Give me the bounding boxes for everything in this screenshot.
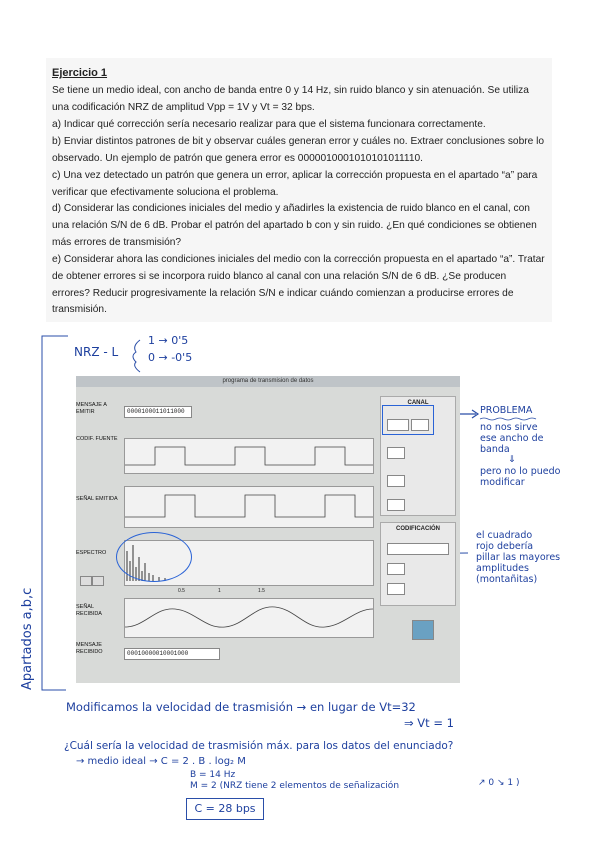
received-message-field: 00010000010001000: [124, 648, 220, 660]
result-box: C = 28 bps: [186, 798, 264, 820]
delay-input[interactable]: [387, 499, 405, 511]
nrz-label: NRZ - L: [74, 345, 119, 359]
coding-panel: [380, 522, 456, 606]
side-label: Apartados a,b,c: [20, 587, 35, 690]
exercise-statement: [46, 58, 552, 322]
scroll-left-button[interactable]: [80, 576, 92, 586]
m-note: M = 2 (NRZ tiene 2 elementos de señalización: [190, 781, 400, 791]
tick-label: 1: [218, 588, 221, 594]
exercise-part-a: a) Indicar qué corrección sería necesario realizar para que el sistema funcionara correctamente.: [52, 119, 486, 130]
noise-input[interactable]: [387, 447, 405, 459]
vt-result: ⇒ Vt = 1: [404, 716, 454, 730]
row-message-received: [76, 640, 374, 664]
cuadrado-note: rojo debería: [476, 541, 534, 552]
problema-line: banda: [480, 444, 510, 455]
received-signal-plot: [124, 598, 374, 638]
channel-panel-title: CANAL: [407, 400, 429, 406]
modificamos-note: Modificamos la velocidad de trasmisión → en lugar de Vt=32: [66, 700, 416, 714]
row-label: MENSAJE RECIBIDO: [76, 642, 103, 655]
nrz-zero-mapping: 0 → -0'5: [148, 351, 193, 364]
row-label: SEÑAL EMITIDA: [76, 496, 118, 502]
problema-title: PROBLEMA: [480, 405, 533, 416]
row-emitted-signal: [76, 482, 374, 530]
row-source-coding: [76, 434, 374, 476]
problema-line: pero no lo puedo: [480, 466, 561, 477]
row-received-signal: [76, 594, 374, 640]
row-label: SEÑAL RECIBIDA: [76, 604, 102, 617]
exercise-title: Ejercicio 1: [52, 67, 108, 79]
scroll-right-button[interactable]: [92, 576, 104, 586]
tick-label: 0.5: [178, 588, 185, 594]
app-logo-icon[interactable]: [412, 620, 434, 640]
bits-note: ↗ 0 ↘ 1 ): [478, 778, 520, 788]
nrz-one-mapping: 1 → 0'5: [148, 334, 189, 347]
source-coding-plot: [124, 438, 374, 474]
question-note: ¿Cuál sería la velocidad de trasmisión máx. para los datos del enunciado?: [64, 740, 454, 752]
exercise-part-d: d) Considerar las condiciones iniciales del medio y añadirles la existencia de ruido blanco en el canal, con una relación S/N de 6 dB. Probar el patrón del apartado b con y sin ruido. ¿En qué condiciones se obtienen más errores de transmisión?: [52, 203, 537, 248]
amplitude-input[interactable]: [387, 563, 405, 575]
exercise-intro: Se tiene un medio ideal, con ancho de banda entre 0 y 14 Hz, sin ruido blanco y sin atenuación. Se utiliza una codificación NRZ de amplitud Vpp = 1V y Vt = 32 bps.: [52, 85, 529, 113]
emitted-signal-plot: [124, 486, 374, 528]
coding-select[interactable]: [387, 543, 449, 555]
row-message-sent: [76, 400, 374, 420]
highlight-ellipse: [116, 532, 192, 582]
exercise-part-b: b) Enviar distintos patrones de bit y observar cuáles generan error y cuáles no. Extraer conclusiones sobre lo observado. Un ejemplo de patrón que genera error es 0000010001010101011110.: [52, 136, 545, 164]
problema-line: no nos sirve: [480, 422, 538, 433]
cuadrado-note: pillar las mayores: [476, 552, 561, 563]
cuadrado-note: amplitudes: [476, 563, 529, 574]
exercise-part-e: e) Considerar ahora las condiciones iniciales del medio con la corrección propuesta en el apartado “a”. Tratar de obtener errores si se incorpora ruido blanco al canal con una relación S/N de 6 dB. ¿Se producen errores? Reducir progresivamente la relación S/N e indicar cuándo comienzan a producirse errores de transmisión.: [52, 254, 545, 316]
exercise-part-c: c) Una vez detectado un patrón que genera un error, aplicar la corrección propuesta en el apartado “a” para verificar que efectivamente soluciona el problema.: [52, 170, 538, 198]
down-arrow-icon: ⇓: [508, 454, 516, 465]
problema-line: ese ancho de: [480, 433, 544, 444]
row-label: MENSAJE A EMITIR: [76, 402, 107, 415]
row-label: CODIF. FUENTE: [76, 436, 118, 442]
rate-input[interactable]: [387, 583, 405, 595]
coding-panel-title: CODIFICACIÓN: [396, 526, 440, 532]
cuadrado-note: (montañitas): [476, 574, 538, 585]
window-titlebar: programa de transmision de datos: [76, 376, 460, 387]
message-input[interactable]: 0000100011011000: [124, 406, 192, 418]
attenuation-input[interactable]: [387, 475, 405, 487]
problema-line: modificar: [480, 477, 525, 488]
medio-ideal-note: → medio ideal → C = 2 . B . log₂ M: [76, 756, 246, 767]
highlight-box: [382, 405, 434, 435]
row-label: ESPECTRO: [76, 550, 107, 556]
cuadrado-note: el cuadrado: [476, 530, 533, 541]
tick-label: 1.5: [258, 588, 265, 594]
bandwidth-note: B = 14 Hz: [190, 770, 236, 780]
